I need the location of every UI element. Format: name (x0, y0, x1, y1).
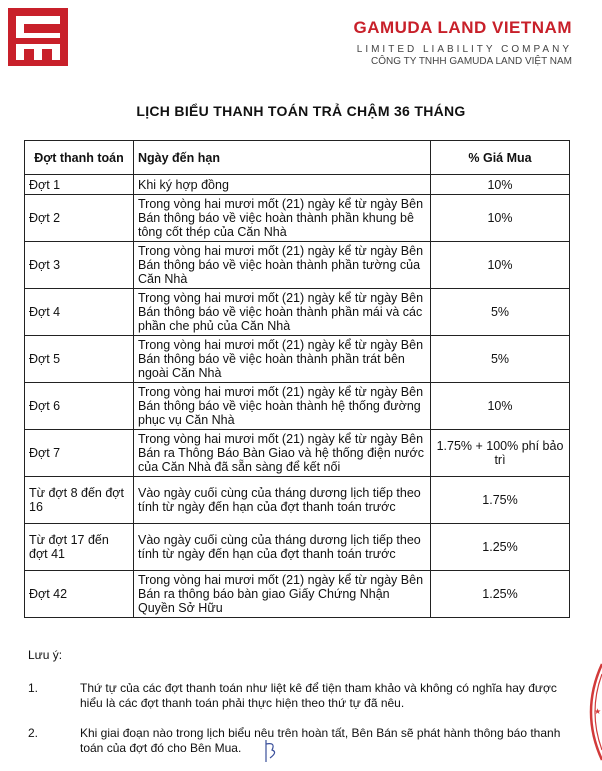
installment-cell: Đợt 42 (25, 571, 134, 618)
due-cell: Vào ngày cuối cùng của tháng dương lịch tiếp theo tính từ ngày đến hạn của đợt thanh toán trước (134, 524, 431, 571)
installment-cell: Từ đợt 17 đến đợt 41 (25, 524, 134, 571)
note-text: Thứ tự của các đợt thanh toán như liệt kê để tiện tham khảo và không có nghĩa hay được hiểu là các đợt thanh toán phải thực hiện theo thứ tự đã nêu. (80, 681, 557, 710)
percent-cell: 10% (431, 195, 570, 242)
table-row (25, 383, 570, 430)
percent-cell: 1.25% (431, 524, 570, 571)
percent-cell: 10% (431, 242, 570, 289)
note-text: Khi giai đoạn nào trong lịch biểu nêu trên hoàn tất, Bên Bán sẽ phát hành thông báo thanh toán của đợt đó cho Bên Mua. (80, 726, 561, 755)
due-cell: Vào ngày cuối cùng của tháng dương lịch tiếp theo tính từ ngày đến hạn của đợt thanh toán trước (134, 477, 431, 524)
svg-text:★: ★ (594, 707, 602, 716)
note-number: 2. (28, 726, 39, 740)
table-row (25, 242, 570, 289)
installment-cell: Đợt 4 (25, 289, 134, 336)
due-cell: Trong vòng hai mươi mốt (21) ngày kể từ ngày Bên Bán thông báo về việc hoàn thành hệ thống đường phục vụ Căn Nhà (134, 383, 431, 430)
installment-cell: Từ đợt 8 đến đợt 16 (25, 477, 134, 524)
due-cell: Trong vòng hai mươi mốt (21) ngày kể từ ngày Bên Bán thông báo về việc hoàn thành phần khung bê tông cốt thép của Căn Nhà (134, 195, 431, 242)
due-cell: Trong vòng hai mươi mốt (21) ngày kể từ ngày Bên Bán thông báo về việc hoàn thành phần tường của Căn Nhà (134, 242, 431, 289)
notes-label: Lưu ý: (28, 648, 63, 662)
table-row (25, 195, 570, 242)
page-title: LỊCH BIỂU THANH TOÁN TRẢ CHẬM 36 THÁNG (136, 103, 466, 119)
header-percent: % Giá Mua (431, 141, 570, 175)
note-item (28, 726, 568, 756)
due-cell: Trong vòng hai mươi mốt (21) ngày kể từ ngày Bên Bán ra Thông Báo Bàn Giao và hệ thống điện nước của Căn Nhà đã sẵn sàng để kết nối (134, 430, 431, 477)
installment-cell: Đợt 7 (25, 430, 134, 477)
company-subtitle: LIMITED LIABILITY COMPANY (356, 44, 572, 55)
table-row (25, 289, 570, 336)
header-installment: Đợt thanh toán (25, 141, 134, 175)
red-stamp-icon (572, 662, 602, 762)
percent-cell: 1.75% (431, 477, 570, 524)
gamuda-logo-icon (8, 8, 68, 66)
percent-cell: 1.75% + 100% phí bảo trì (431, 430, 570, 477)
due-cell: Trong vòng hai mươi mốt (21) ngày kể từ ngày Bên Bán ra thông báo bàn giao Giấy Chứng Nhận Quyền Sở Hữu (134, 571, 431, 618)
table-row (25, 524, 570, 571)
due-cell: Trong vòng hai mươi mốt (21) ngày kể từ ngày Bên Bán thông báo về việc hoàn thành phần mái và các phần che phủ của Căn Nhà (134, 289, 431, 336)
installment-cell: Đợt 3 (25, 242, 134, 289)
percent-cell: 5% (431, 289, 570, 336)
installment-cell: Đợt 6 (25, 383, 134, 430)
percent-cell: 5% (431, 336, 570, 383)
installment-cell: Đợt 2 (25, 195, 134, 242)
header-due-date: Ngày đến hạn (134, 141, 431, 175)
percent-cell: 1.25% (431, 571, 570, 618)
table-row (25, 336, 570, 383)
table-header-row (25, 141, 570, 175)
installment-cell: Đợt 5 (25, 336, 134, 383)
table-row (25, 430, 570, 477)
table-row (25, 477, 570, 524)
percent-cell: 10% (431, 383, 570, 430)
table-row (25, 571, 570, 618)
percent-cell: 10% (431, 175, 570, 195)
due-cell: Trong vòng hai mươi mốt (21) ngày kể từ ngày Bên Bán thông báo về việc hoàn thành phần trát bên ngoài Căn Nhà (134, 336, 431, 383)
note-number: 1. (28, 681, 39, 695)
notes-section (28, 648, 568, 771)
due-cell: Khi ký hợp đồng (134, 175, 431, 195)
table-row (25, 175, 570, 195)
note-item (28, 681, 568, 711)
installment-cell: Đợt 1 (25, 175, 134, 195)
payment-schedule-table (24, 140, 570, 618)
signature-icon (262, 738, 282, 764)
company-header (353, 18, 572, 67)
company-vietnamese-name: CÔNG TY TNHH GAMUDA LAND VIỆT NAM (371, 56, 572, 67)
company-name: GAMUDA LAND VIETNAM (353, 18, 572, 37)
